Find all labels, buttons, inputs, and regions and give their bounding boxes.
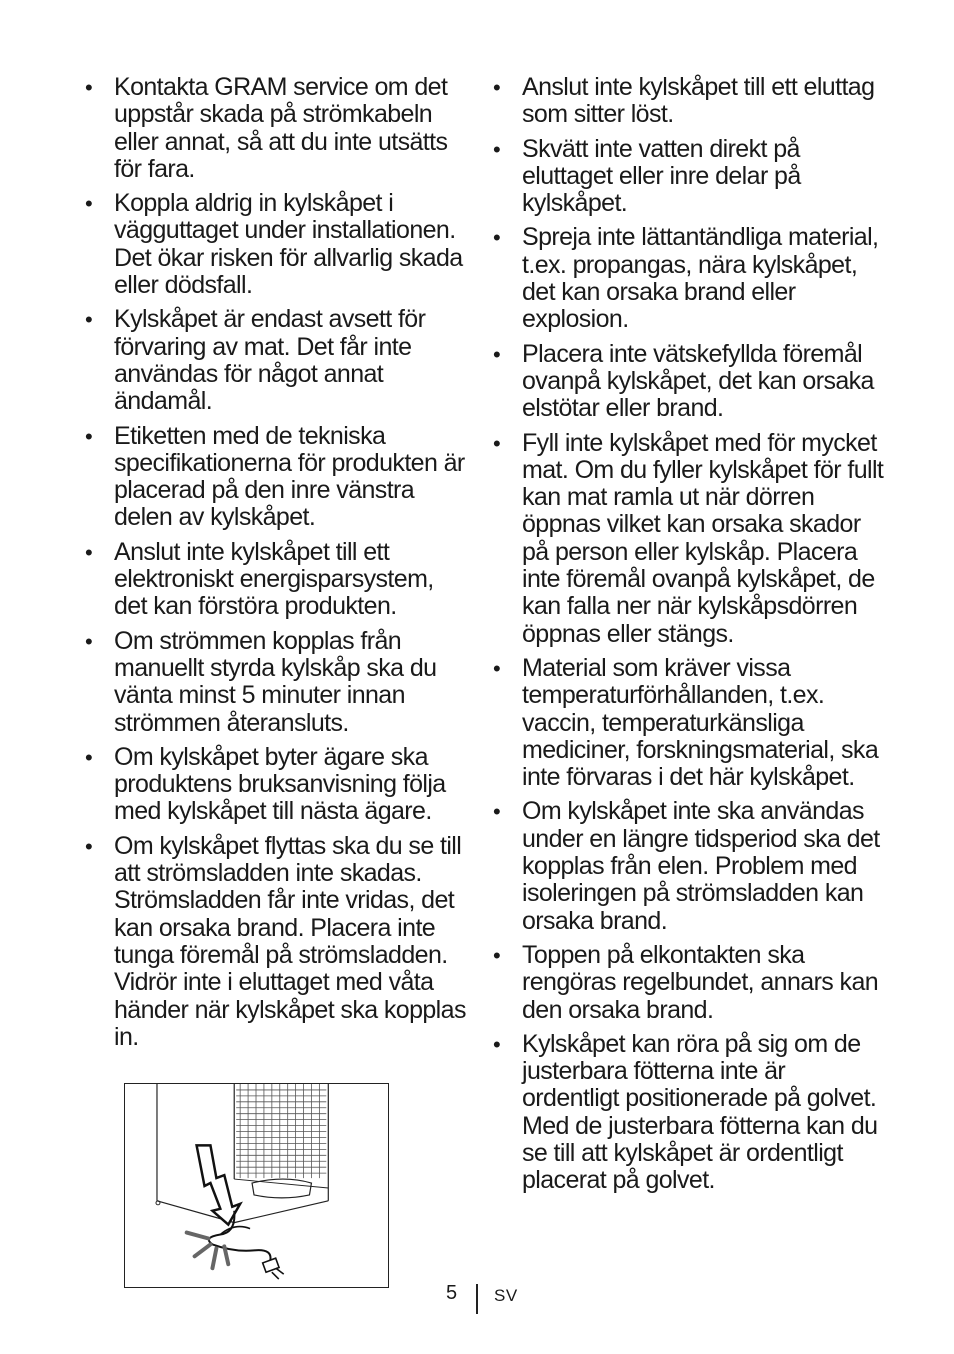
list-item-text: Toppen på elkontakten ska rengöras regelbundet, annars kan den orsaka brand. (522, 940, 879, 1024)
list-item (80, 539, 472, 621)
list-item (80, 74, 472, 183)
list-item (488, 136, 888, 218)
list-item-text: Anslut inte kylskåpet till ett eluttag som sitter löst. (522, 73, 875, 129)
list-item (488, 341, 888, 423)
bullet-icon: • (85, 744, 93, 770)
list-item (80, 628, 472, 737)
bullet-icon: • (85, 75, 93, 100)
list-item-text: Om strömmen kopplas från manuellt styrda kylskåp ska du vänta minst 5 minuter innan strömmen återansluts. (114, 626, 437, 737)
list-item (488, 74, 888, 129)
bullet-icon: • (493, 136, 501, 162)
list-item-text: Spreja inte lättantändliga material, t.ex. propangas, nära kylskåpet, det kan orsaka brand eller explosion. (522, 223, 879, 334)
bullet-icon: • (493, 799, 501, 825)
list-item-text: Fyll inte kylskåpet med för mycket mat. Om du fyller kylskåpet för fullt kan mat ramla ut när dörren öppnas vilket kan orsaka skador på person eller kylskåp. Placera inte föremål ovanpå kylskåpet, de kan falla ner när kylskåpsdörren öppnas eller stängs. (522, 428, 884, 648)
list-item (488, 798, 888, 934)
bullet-icon: • (85, 307, 93, 333)
damaged-power-cord-illustration (124, 1083, 389, 1288)
list-item (488, 942, 888, 1024)
bullet-icon: • (85, 191, 93, 217)
footer-divider (476, 1284, 478, 1314)
list-item-text: Kontakta GRAM service om det uppstår skada på strömkabeln eller annat, så att du inte utsätts för fara. (114, 73, 448, 183)
bullet-icon: • (85, 423, 93, 449)
list-item-text: Om kylskåpet inte ska användas under en längre tidsperiod ska det kopplas från elen. Problem med isoleringen på strömsladden kan orsaka brand. (522, 797, 880, 935)
list-item (488, 655, 888, 791)
right-bullet-list (488, 74, 888, 1195)
list-item-text: Placera inte vätskefyllda föremål ovanpå kylskåpet, det kan orsaka elstötar eller brand. (522, 339, 874, 423)
list-item-text: Om kylskåpet flyttas ska du se till att strömsladden inte skadas. Strömsladden får inte vridas, det kan orsaka brand. Placera inte tunga föremål på strömsladden. Vidrör inte i eluttaget med våta händer när kylskåpet ska kopplas in. (114, 831, 466, 1051)
list-item-text: Anslut inte kylskåpet till ett elektroniskt energisparsystem, det kan förstöra produkten. (114, 537, 434, 621)
list-item-text: Kylskåpet kan röra på sig om de justerbara fötterna inte är ordentligt positionerade på golvet. Med de justerbara fötterna kan du se till att kylskåpet är ordentligt placerat på golvet. (522, 1029, 878, 1195)
bullet-icon: • (493, 75, 501, 100)
bullet-icon: • (493, 942, 501, 968)
bullet-icon: • (493, 1031, 501, 1057)
list-item (488, 1031, 888, 1195)
list-item-text: Etiketten med de tekniska specifikationerna för produkten är placerad på den inre vänstra delen av kylskåpet. (114, 421, 465, 532)
list-item (80, 306, 472, 415)
list-item-text: Material som kräver vissa temperaturförhållanden, t.ex. vaccin, temperaturkänsliga mediciner, forskningsmaterial, ska inte förvaras i det här kylskåpet. (522, 653, 879, 792)
bullet-icon: • (85, 628, 93, 654)
list-item (80, 833, 472, 1051)
bullet-icon: • (493, 341, 501, 367)
list-item (80, 190, 472, 299)
right-column (488, 74, 888, 1202)
page-number: 5 (446, 1282, 458, 1304)
list-item (80, 423, 472, 532)
list-item-text: Koppla aldrig in kylskåpet i vägguttaget under installationen. Det ökar risken för allvarlig skada eller dödsfall. (114, 189, 463, 300)
list-item-text: Kylskåpet är endast avsett för förvaring av mat. Det får inte användas för något annat ändamål. (114, 305, 426, 416)
bullet-icon: • (85, 833, 93, 859)
left-bullet-list (80, 74, 472, 1051)
list-item (488, 224, 888, 333)
bullet-icon: • (493, 430, 501, 456)
left-column (80, 74, 472, 1058)
bullet-icon: • (493, 655, 501, 681)
bullet-icon: • (85, 539, 93, 565)
list-item (80, 744, 472, 826)
list-item-text: Skvätt inte vatten direkt på eluttaget eller inre delar på kylskåpet. (522, 134, 801, 218)
list-item-text: Om kylskåpet byter ägare ska produktens bruksanvisning följa med kylskåpet till nästa ägare. (114, 742, 446, 826)
list-item (488, 430, 888, 648)
bullet-icon: • (493, 225, 501, 251)
language-code: SV (494, 1286, 518, 1305)
fridge-back-icon (125, 1084, 388, 1287)
